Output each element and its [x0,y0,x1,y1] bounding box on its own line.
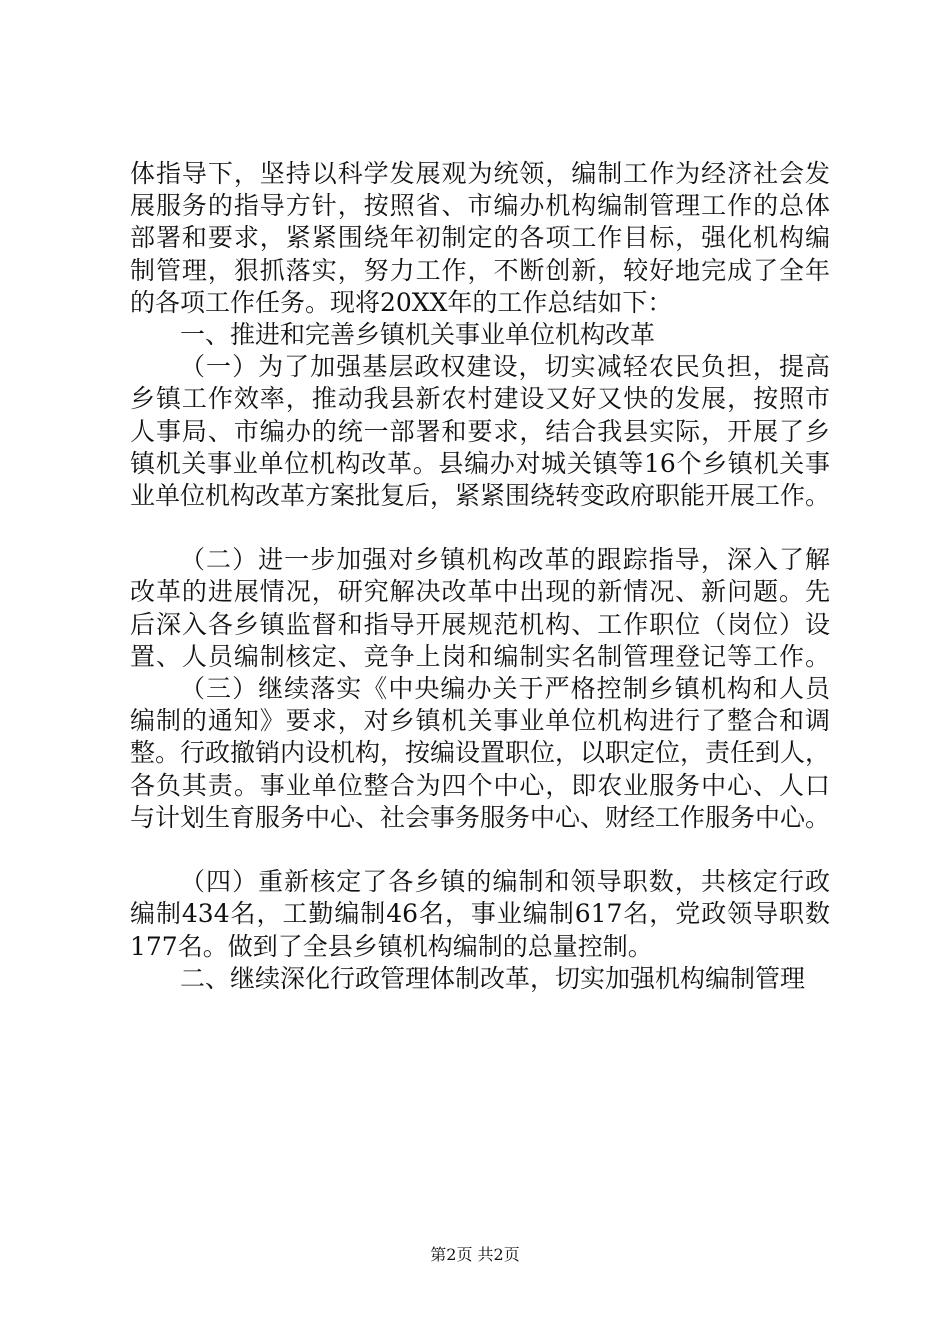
text-line: 与计划生育服务中心、社会事务服务中心、财经工作服务中心。 [130,802,831,832]
text-line: 各负其责。事业单位整合为四个中心，即农业服务中心、人口 [130,770,830,800]
text-line: 体指导下，坚持以科学发展观为统领，编制工作为经济社会发 [130,159,830,188]
text-line: （三）继续落实《中央编办关于严格控制乡镇机构和人员 [180,674,830,703]
text-line: 改革的进展情况，研究解决改革中出现的新情况、新问题。先 [130,577,830,607]
text-line: 整。行政撤销内设机构，按编设置职位，以职定位，责任到人， [130,738,831,768]
text-line: 业单位机构改革方案批复后，紧紧围绕转变政府职能开展工作。 [130,480,831,510]
page-footer: 第2页 共2页 [430,1245,520,1264]
text-line: 编制434名，工勤编制46名，事业编制617名，党政领导职数 [130,899,830,929]
text-line: 一、推进和完善乡镇机关事业单位机构改革 [180,319,656,349]
text-line: 制管理，狠抓落实，努力工作，不断创新，较好地完成了全年 [130,255,830,285]
text-line: 的各项工作任务。现将20XX年的工作总结如下： [130,287,673,317]
text-line: 二、继续深化行政管理体制改革，切实加强机构编制管理 [180,963,806,993]
text-line: 镇机关事业单位机构改革。县编办对城关镇等16个乡镇机关事 [130,448,830,478]
paragraph-gap [130,512,830,544]
text-line: 置、人员编制核定、竞争上岗和编制实名制管理登记等工作。 [130,641,830,671]
text-line: 后深入各乡镇监督和指导开展规范机构、工作职位（岗位）设 [130,609,830,639]
text-line: （二）进一步加强对乡镇机构改革的跟踪指导，深入了解 [180,545,830,575]
text-line: 展服务的指导方针，按照省、市编办机构编制管理工作的总体 [130,191,830,221]
text-line: 部署和要求，紧紧围绕年初制定的各项工作目标，强化机构编 [130,223,830,253]
text-line: （一）为了加强基层政权建设，切实减轻农民负担，提高 [180,352,830,382]
text-line: （四）重新核定了各乡镇的编制和领导职数，共核定行政 [180,867,830,897]
text-line: 乡镇工作效率，推动我县新农村建设又好又快的发展，按照市 [130,384,830,414]
text-line: 人事局、市编办的统一部署和要求，结合我县实际，开展了乡 [130,416,830,446]
text-line: 编制的通知》要求，对乡镇机关事业单位机构进行了整合和调 [130,706,830,736]
paragraph-gap [130,834,830,866]
text-line: 177名。做到了全县乡镇机构编制的总量控制。 [130,931,653,961]
document-body [130,158,830,995]
